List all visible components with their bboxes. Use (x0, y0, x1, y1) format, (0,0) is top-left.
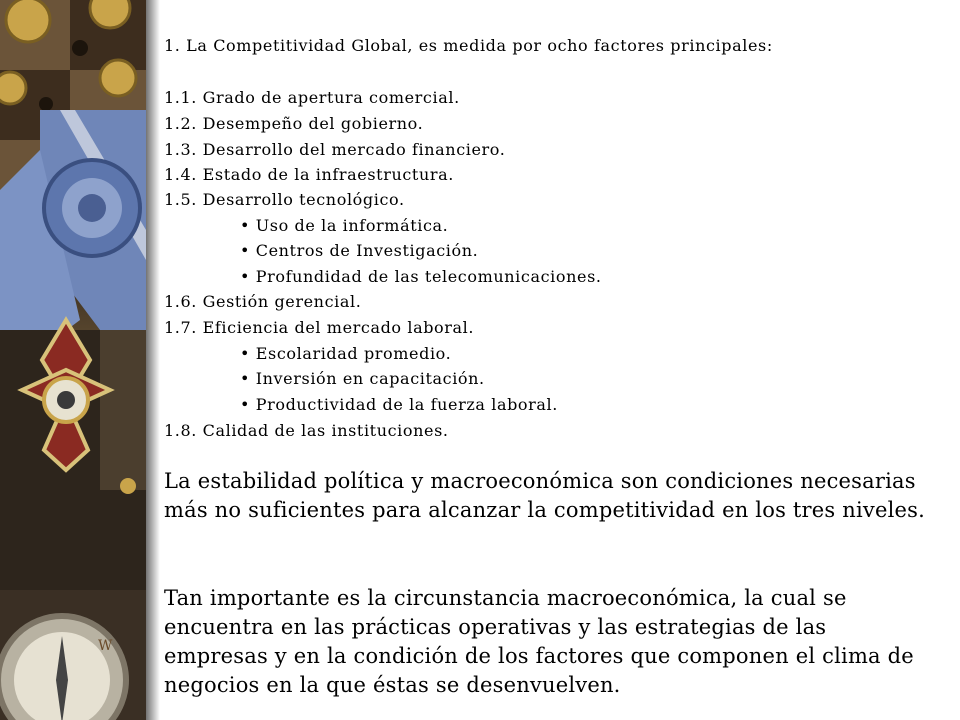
list-subitem: • Escolaridad promedio. (240, 344, 452, 363)
list-heading: 1. La Competitividad Global, es medida por ocho factores principales: (164, 36, 773, 55)
list-item: 1.7. Eficiencia del mercado laboral. (164, 318, 475, 337)
medal-ribbon-illustration (0, 0, 146, 720)
list-item: 1.8. Calidad de las instituciones. (164, 421, 449, 440)
paragraph-macroeconomic: Tan importante es la circunstancia macroeconómica, la cual se encuentra en las prácticas operativas y las estrategias de las empresas y en la condición de los factores que componen el clima de negocios en la que éstas se desenvuelven. (164, 586, 914, 697)
list-subitem: • Inversión en capacitación. (240, 369, 485, 388)
list-item: 1.6. Gestión gerencial. (164, 292, 362, 311)
list-item: 1.5. Desarrollo tecnológico. (164, 190, 405, 209)
brass-button-icon (6, 0, 50, 42)
paragraph-stability: La estabilidad política y macroeconómica son condiciones necesarias más no suficientes para alcanzar la competitividad en los tres niveles. (164, 469, 926, 522)
list-subitem: • Centros de Investigación. (240, 241, 479, 260)
list-item: 1.4. Estado de la infraestructura. (164, 165, 454, 184)
list-subitem: • Productividad de la fuerza laboral. (240, 395, 558, 414)
list-subitem: • Uso de la informática. (240, 216, 449, 235)
list-item: 1.3. Desarrollo del mercado financiero. (164, 140, 506, 159)
strip-shadow (146, 0, 160, 720)
list-subitem: • Profundidad de las telecomunicaciones. (240, 267, 602, 286)
svg-text:W: W (98, 638, 113, 654)
decorative-photo-strip (0, 0, 146, 720)
list-item: 1.1. Grado de apertura comercial. (164, 88, 460, 107)
list-item: 1.2. Desempeño del gobierno. (164, 114, 424, 133)
